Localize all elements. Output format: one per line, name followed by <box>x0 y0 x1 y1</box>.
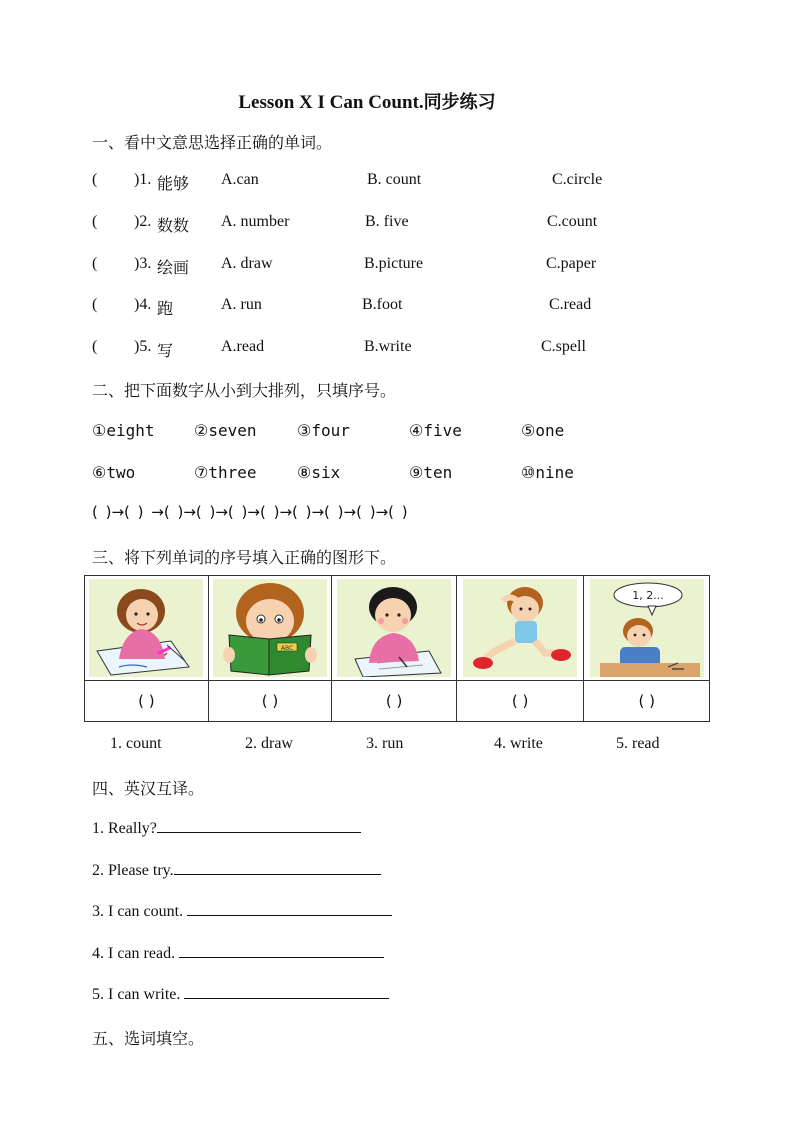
answer-line[interactable] <box>187 901 392 916</box>
boy-running-picture <box>463 579 577 677</box>
answer-bracket-open[interactable]: ( <box>92 213 98 230</box>
picture-cell <box>85 576 209 681</box>
question-chinese: 跑 <box>157 299 174 318</box>
book-label: ABC <box>280 645 294 652</box>
word-choice: 5. read <box>616 735 660 752</box>
word-choice: 1. count <box>110 735 162 752</box>
option-a: A.read <box>221 338 265 355</box>
section4-heading: 四、英汉互译。 <box>92 779 205 798</box>
girl-drawing-picture <box>89 579 203 677</box>
picture-cell <box>208 576 332 681</box>
number-word: ⑧six <box>297 463 341 482</box>
answer-bracket-open[interactable]: ( <box>92 338 98 355</box>
option-b: B. five <box>365 213 409 230</box>
answer-line[interactable] <box>179 943 384 958</box>
question-chinese: 数数 <box>157 216 190 235</box>
boy-reading-picture <box>213 579 327 677</box>
answer-line[interactable] <box>157 818 361 833</box>
answer-slot[interactable]: ( ) <box>208 681 332 722</box>
answer-bracket-open[interactable]: ( <box>92 296 98 313</box>
word-choice: 3. run <box>366 735 404 752</box>
ordering-answer-slots[interactable]: ( )→( ) →( )→( )→( )→( )→( )→( )→( )→( ) <box>92 503 408 521</box>
answer-slot[interactable]: ( ) <box>584 681 710 722</box>
section2-heading: 二、把下面数字从小到大排列，只填序号。 <box>92 381 397 400</box>
option-c: C.spell <box>541 338 586 355</box>
title-chinese: 同步练习 <box>423 92 496 113</box>
answer-line[interactable] <box>174 860 381 875</box>
answer-bracket-open[interactable]: ( <box>92 255 98 272</box>
option-b: B.write <box>364 338 412 355</box>
girl-writing-picture <box>337 579 451 677</box>
translation-prompt: 5. I can write. <box>92 986 181 1003</box>
translation-item <box>92 943 384 963</box>
question-number: )4. <box>134 296 152 313</box>
translation-item <box>92 984 389 1004</box>
number-word: ③four <box>297 421 350 440</box>
picture-cell <box>456 576 584 681</box>
number-word: ⑩nine <box>521 463 574 482</box>
translation-prompt: 1. Really? <box>92 820 157 837</box>
option-a: A. draw <box>221 255 273 272</box>
question-number: )5. <box>134 338 152 355</box>
picture-cell <box>584 576 710 681</box>
option-c: C.read <box>549 296 592 313</box>
section1-heading: 一、看中文意思选择正确的单词。 <box>92 133 333 152</box>
number-word: ⑤one <box>521 421 565 440</box>
option-a: A.can <box>221 171 259 188</box>
question-chinese: 写 <box>157 341 174 360</box>
number-word: ④five <box>409 421 462 440</box>
translation-item <box>92 860 381 880</box>
question-number: )3. <box>134 255 152 272</box>
translation-item <box>92 818 361 838</box>
option-c: C.circle <box>552 171 603 188</box>
option-c: C.paper <box>546 255 597 272</box>
number-word: ②seven <box>194 421 257 440</box>
word-choice: 4. write <box>494 735 543 752</box>
answer-slot[interactable]: ( ) <box>456 681 584 722</box>
question-number: )2. <box>134 213 152 230</box>
section5-heading: 五、选词填空。 <box>92 1029 205 1048</box>
translation-item <box>92 901 392 921</box>
picture-matching-table <box>84 575 710 722</box>
question-chinese: 绘画 <box>157 258 190 277</box>
option-b: B.foot <box>362 296 403 313</box>
word-choice: 2. draw <box>245 735 293 752</box>
option-a: A. run <box>221 296 262 313</box>
translation-prompt: 2. Please try. <box>92 862 174 879</box>
picture-cell <box>332 576 457 681</box>
number-word: ⑦three <box>194 463 257 482</box>
speech-bubble-text: 1, 2... <box>631 589 664 602</box>
option-b: B.picture <box>364 255 424 272</box>
option-b: B. count <box>367 171 422 188</box>
answer-slot[interactable]: ( ) <box>85 681 209 722</box>
title-english: Lesson X I Can Count. <box>238 92 424 113</box>
section3-heading: 三、将下列单词的序号填入正确的图形下。 <box>92 548 397 567</box>
number-word: ⑥two <box>92 463 136 482</box>
boy-counting-picture <box>590 579 704 677</box>
question-number: )1. <box>134 171 152 188</box>
translation-prompt: 4. I can read. <box>92 945 176 962</box>
number-word: ⑨ten <box>409 463 453 482</box>
option-a: A. number <box>221 213 290 230</box>
translation-prompt: 3. I can count. <box>92 903 184 920</box>
option-c: C.count <box>547 213 598 230</box>
answer-slot[interactable]: ( ) <box>332 681 457 722</box>
answer-bracket-open[interactable]: ( <box>92 171 98 188</box>
question-chinese: 能够 <box>157 174 190 193</box>
page-title <box>0 88 734 114</box>
number-word: ①eight <box>92 421 155 440</box>
answer-line[interactable] <box>184 984 389 999</box>
